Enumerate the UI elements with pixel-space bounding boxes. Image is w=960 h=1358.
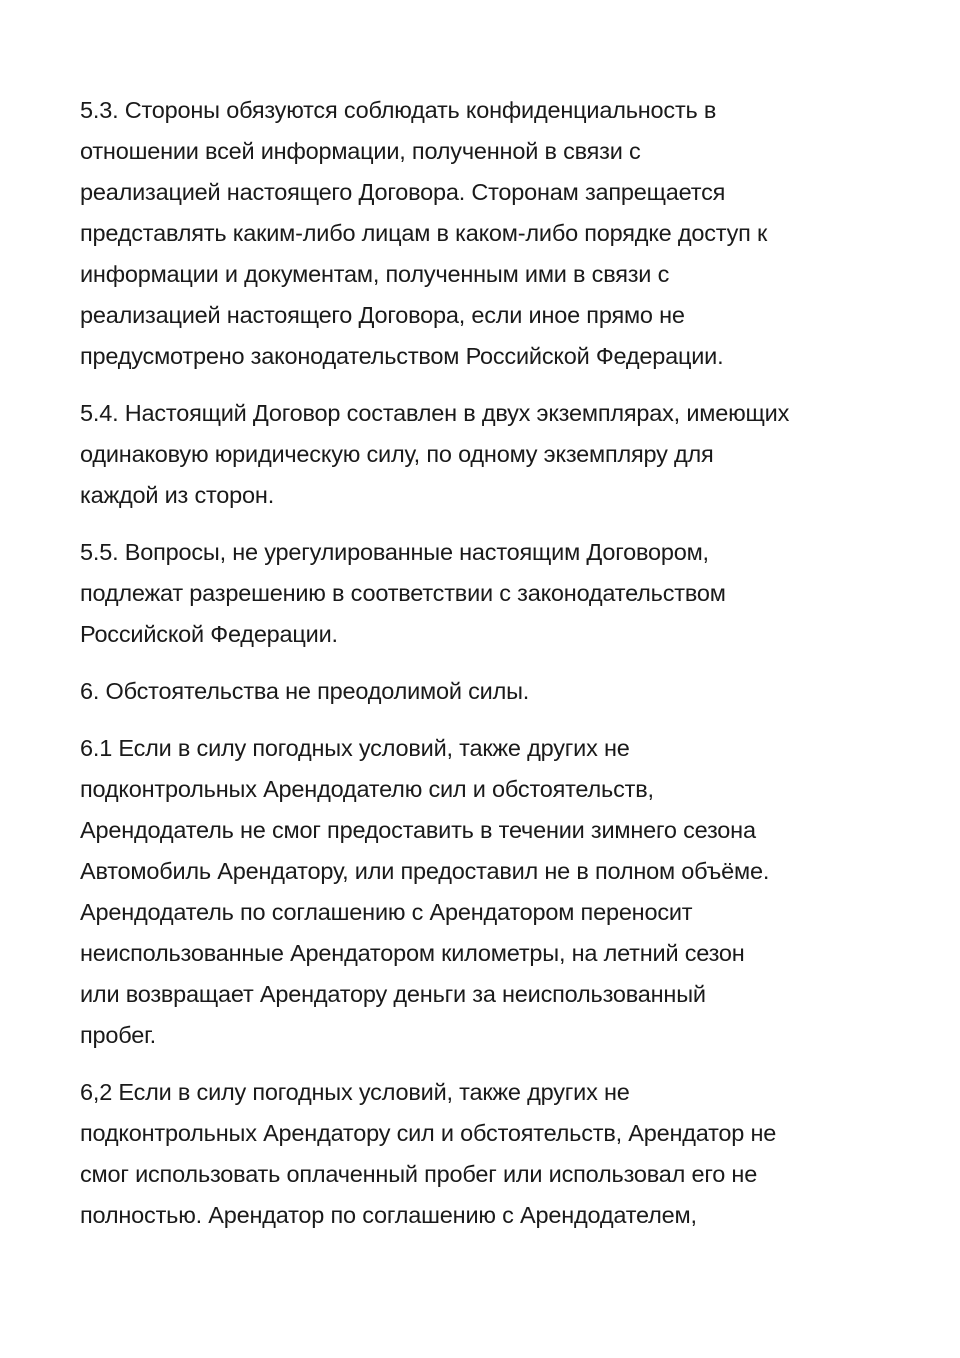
text-line: 6.1 Если в силу погодных условий, также других не xyxy=(80,735,630,761)
text-line: реализацией настоящего Договора, если иное прямо не xyxy=(80,302,685,328)
text-line: полностью. Арендатор по соглашению с Арендодателем, xyxy=(80,1202,697,1228)
text-line: Российской Федерации. xyxy=(80,621,338,647)
text-line: одинаковую юридическую силу, по одному экземпляру для xyxy=(80,441,714,467)
text-line: неиспользованные Арендатором километры, на летний сезон xyxy=(80,940,745,966)
text-line: подконтрольных Арендатору сил и обстоятельств, Арендатор не xyxy=(80,1120,777,1146)
text-line: отношении всей информации, полученной в связи с xyxy=(80,138,641,164)
text-line: реализацией настоящего Договора. Сторонам запрещается xyxy=(80,179,726,205)
paragraph xyxy=(80,532,910,655)
text-line: 5.4. Настоящий Договор составлен в двух экземплярах, имеющих xyxy=(80,400,790,426)
text-line: представлять каким-либо лицам в каком-либо порядке доступ к xyxy=(80,220,768,246)
text-line: 6. Обстоятельства не преодолимой силы. xyxy=(80,678,530,704)
text-line: подлежат разрешению в соответствии с законодательством xyxy=(80,580,726,606)
paragraph xyxy=(80,393,910,516)
text-line: смог использовать оплаченный пробег или использовал его не xyxy=(80,1161,758,1187)
text-line: пробег. xyxy=(80,1022,156,1048)
text-line: Арендодатель не смог предоставить в течении зимнего сезона xyxy=(80,817,756,843)
text-line: Автомобиль Арендатору, или предоставил не в полном объёме. xyxy=(80,858,770,884)
paragraph xyxy=(80,90,910,377)
paragraph xyxy=(80,728,910,1056)
document-page xyxy=(80,90,910,1252)
paragraph xyxy=(80,671,910,712)
text-line: информации и документам, полученным ими в связи с xyxy=(80,261,670,287)
text-line: 5.3. Стороны обязуются соблюдать конфиденциальность в xyxy=(80,97,717,123)
text-line: 5.5. Вопросы, не урегулированные настоящим Договором, xyxy=(80,539,709,565)
text-line: подконтрольных Арендодателю сил и обстоятельств, xyxy=(80,776,654,802)
text-line: 6,2 Если в силу погодных условий, также других не xyxy=(80,1079,630,1105)
paragraph xyxy=(80,1072,910,1236)
text-line: предусмотрено законодательством Российской Федерации. xyxy=(80,343,724,369)
text-line: каждой из сторон. xyxy=(80,482,275,508)
text-line: Арендодатель по соглашению с Арендатором переносит xyxy=(80,899,693,925)
text-line: или возвращает Арендатору деньги за неиспользованный xyxy=(80,981,706,1007)
